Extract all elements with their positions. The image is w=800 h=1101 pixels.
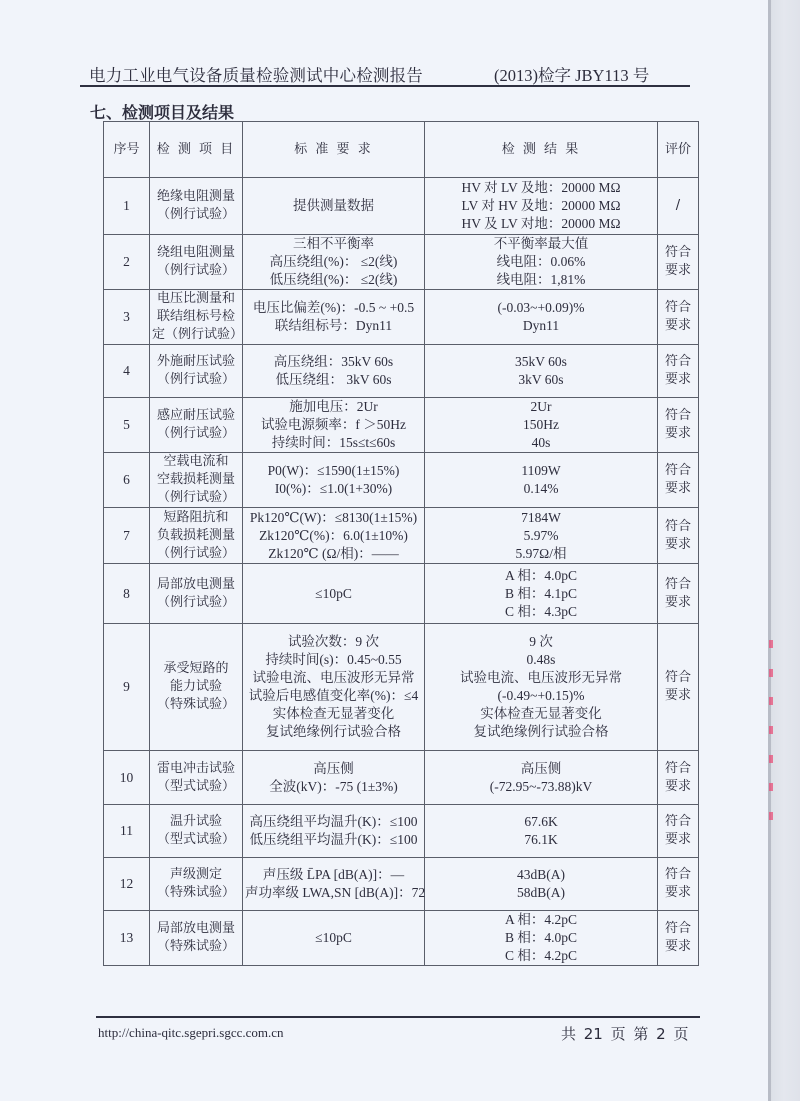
evaluation-line: 符合 bbox=[664, 300, 691, 315]
standard-requirement-line: 实体检查无显著变化 bbox=[272, 706, 395, 721]
evaluation bbox=[658, 508, 699, 564]
test-item-line: （例行试验） bbox=[156, 263, 235, 278]
table-row bbox=[104, 290, 699, 345]
standard-requirement-line: 持续时间：15s≤t≤60s bbox=[271, 435, 396, 450]
test-result-line: 150Hz bbox=[523, 417, 559, 432]
standard-requirement-line: P0(W)：≤1590(1±15%) bbox=[267, 463, 400, 478]
test-item bbox=[150, 624, 243, 751]
evaluation-line: 符合 bbox=[664, 921, 691, 936]
evaluation bbox=[658, 178, 699, 235]
evaluation-line: 要求 bbox=[664, 939, 691, 954]
standard-requirement-line: 试验后电感值变化率(%)：≤4 bbox=[248, 688, 419, 703]
test-result bbox=[425, 911, 658, 966]
row-number: 2 bbox=[104, 235, 150, 290]
standard-requirement-line: ≤10pC bbox=[315, 930, 352, 945]
evaluation-line: 要求 bbox=[664, 594, 691, 610]
row-number: 13 bbox=[104, 911, 150, 966]
test-result bbox=[425, 398, 658, 453]
evaluation bbox=[658, 453, 699, 508]
header-organization: 电力工业电气设备质量检验测试中心检测报告 bbox=[89, 66, 423, 85]
test-result-line: (-0.03~+0.09)% bbox=[497, 300, 585, 315]
test-result-line: 7184W bbox=[521, 509, 561, 525]
standard-requirement-line: 复试绝缘例行试验合格 bbox=[266, 724, 401, 739]
standard-requirement bbox=[243, 564, 425, 624]
test-item-line: 短路阻抗和 bbox=[163, 509, 229, 525]
table-row bbox=[104, 858, 699, 911]
row-number: 3 bbox=[104, 290, 150, 345]
test-result-line: 76.1K bbox=[524, 832, 558, 847]
test-item-line: 电压比测量和 bbox=[156, 291, 235, 306]
test-item-line: （例行试验） bbox=[156, 426, 235, 441]
test-item bbox=[150, 751, 243, 805]
standard-requirement-line: 三相不平衡率 bbox=[293, 236, 374, 251]
test-result-line: A 相：4.2pC bbox=[504, 912, 577, 927]
table-row bbox=[104, 345, 699, 398]
evaluation bbox=[658, 398, 699, 453]
evaluation bbox=[658, 624, 699, 751]
test-item-line: （例行试验） bbox=[156, 594, 235, 610]
evaluation bbox=[658, 858, 699, 911]
table-row bbox=[104, 508, 699, 564]
table-row bbox=[104, 564, 699, 624]
test-result-line: 1109W bbox=[521, 463, 561, 478]
test-item-line: 绝缘电阻测量 bbox=[156, 189, 235, 204]
test-result-line: 40s bbox=[531, 435, 551, 450]
evaluation-line: 符合 bbox=[664, 576, 691, 592]
test-result-line: HV 对 LV 及地：20000 MΩ bbox=[461, 180, 621, 195]
evaluation bbox=[658, 805, 699, 858]
evaluation-line: 符合 bbox=[664, 354, 691, 369]
table-row bbox=[104, 805, 699, 858]
test-item-line: 负载损耗测量 bbox=[156, 527, 235, 543]
row-number: 4 bbox=[104, 345, 150, 398]
seal-stamp-edge bbox=[769, 640, 775, 820]
footer-page-info: 共 21 页 第 2 页 bbox=[561, 1025, 689, 1043]
row-number: 7 bbox=[104, 508, 150, 564]
test-result-line: B 相：4.0pC bbox=[504, 930, 577, 945]
standard-requirement-line: 低压绕组平均温升(K)：≤100 bbox=[249, 832, 418, 847]
test-item bbox=[150, 453, 243, 508]
evaluation bbox=[658, 290, 699, 345]
test-result-line: 5.97Ω/相 bbox=[515, 545, 567, 561]
table-header-row bbox=[104, 122, 699, 178]
evaluation-line: 要求 bbox=[664, 688, 691, 703]
test-result-line: 线电阻：1,81% bbox=[496, 272, 586, 287]
test-item bbox=[150, 858, 243, 911]
test-item-line: （型式试验） bbox=[156, 778, 235, 794]
table-row bbox=[104, 453, 699, 508]
test-result bbox=[425, 858, 658, 911]
table-row bbox=[104, 911, 699, 966]
test-result-line: 3kV 60s bbox=[518, 372, 564, 387]
test-result bbox=[425, 453, 658, 508]
evaluation-line: 符合 bbox=[664, 670, 691, 685]
standard-requirement-line: 试验电源频率：f ＞50Hz bbox=[260, 417, 407, 432]
test-result-line: Dyn11 bbox=[522, 318, 560, 333]
test-item-line: 外施耐压试验 bbox=[156, 354, 235, 369]
table-row bbox=[104, 235, 699, 290]
test-item-line: 局部放电测量 bbox=[156, 576, 235, 592]
standard-requirement bbox=[243, 858, 425, 911]
evaluation bbox=[658, 564, 699, 624]
standard-requirement-line: 声压级 L̄PA [dB(A)]：— bbox=[262, 867, 405, 882]
test-item-line: （特殊试验） bbox=[156, 885, 235, 900]
test-item-line: 雷电冲击试验 bbox=[156, 760, 235, 776]
standard-requirement-line: 施加电压：2Ur bbox=[289, 399, 378, 414]
test-result-line: LV 对 HV 及地：20000 MΩ bbox=[461, 198, 621, 213]
test-result-line: 35kV 60s bbox=[515, 354, 567, 369]
test-result-line: HV 及 LV 对地：20000 MΩ bbox=[461, 216, 621, 231]
evaluation-line: 符合 bbox=[664, 245, 691, 260]
standard-requirement bbox=[243, 345, 425, 398]
standard-requirement-line: I0(%)：≤1.0(1+30%) bbox=[274, 481, 393, 496]
evaluation-line: 符合 bbox=[664, 814, 691, 829]
test-result-line: 试验电流、电压波形无异常 bbox=[460, 670, 622, 685]
standard-requirement bbox=[243, 624, 425, 751]
standard-requirement bbox=[243, 290, 425, 345]
standard-requirement-line: 低压绕组： 3kV 60s bbox=[275, 372, 392, 387]
test-item-line: 能力试验 bbox=[169, 679, 222, 694]
column-header-evaluation: 评价 bbox=[658, 122, 699, 178]
test-result-line: 高压侧 bbox=[520, 760, 562, 776]
test-item bbox=[150, 508, 243, 564]
standard-requirement bbox=[243, 805, 425, 858]
standard-requirement-line: 高压绕组平均温升(K)：≤100 bbox=[249, 814, 418, 829]
test-item bbox=[150, 805, 243, 858]
row-number: 9 bbox=[104, 624, 150, 751]
standard-requirement bbox=[243, 178, 425, 235]
standard-requirement-line: 高压绕组：35kV 60s bbox=[273, 354, 394, 369]
standard-requirement-line: 高压侧 bbox=[313, 760, 354, 776]
row-number: 5 bbox=[104, 398, 150, 453]
test-item bbox=[150, 398, 243, 453]
column-header-requirement: 标 准 要 求 bbox=[243, 122, 425, 178]
evaluation-line: 要求 bbox=[664, 778, 691, 794]
evaluation-line: 要求 bbox=[664, 372, 691, 387]
evaluation bbox=[658, 911, 699, 966]
test-item-line: 感应耐压试验 bbox=[156, 408, 235, 423]
evaluation-line: 要求 bbox=[664, 318, 691, 333]
evaluation-line: 要求 bbox=[664, 536, 691, 552]
evaluation-line: 符合 bbox=[664, 463, 691, 478]
standard-requirement-line: 持续时间(s)：0.45~0.55 bbox=[265, 652, 402, 667]
test-result bbox=[425, 805, 658, 858]
test-item-line: 声级测定 bbox=[169, 867, 222, 882]
header-divider bbox=[80, 85, 690, 87]
test-result-line: 67.6K bbox=[524, 814, 558, 829]
test-item-line: 温升试验 bbox=[169, 814, 222, 829]
test-result-line: 实体检查无显著变化 bbox=[480, 706, 602, 721]
standard-requirement bbox=[243, 911, 425, 966]
test-item bbox=[150, 911, 243, 966]
page-binding-edge bbox=[768, 0, 800, 1101]
standard-requirement bbox=[243, 398, 425, 453]
section-title: 七、检测项目及结果 bbox=[90, 103, 235, 122]
standard-requirement bbox=[243, 235, 425, 290]
evaluation-line: 要求 bbox=[664, 832, 691, 847]
row-number: 11 bbox=[104, 805, 150, 858]
standard-requirement-line: 试验次数：9 次 bbox=[287, 634, 380, 649]
test-result-line: (-0.49~+0.15)% bbox=[497, 688, 585, 703]
test-result bbox=[425, 345, 658, 398]
test-item bbox=[150, 235, 243, 290]
evaluation-line: 要求 bbox=[664, 481, 691, 496]
results-table bbox=[103, 121, 699, 966]
test-item-line: （型式试验） bbox=[156, 832, 235, 847]
evaluation-line: 要求 bbox=[664, 263, 691, 278]
row-number: 6 bbox=[104, 453, 150, 508]
test-result-line: 不平衡率最大值 bbox=[493, 236, 589, 251]
footer-divider bbox=[96, 1016, 700, 1018]
standard-requirement-line: 全波(kV)：-75 (1±3%) bbox=[269, 778, 398, 794]
test-result-line: (-72.95~-73.88)kV bbox=[489, 778, 593, 794]
test-item bbox=[150, 564, 243, 624]
evaluation-line: 符合 bbox=[664, 518, 691, 534]
column-header-item: 检 测 项 目 bbox=[150, 122, 243, 178]
test-item-line: 空载电流和 bbox=[163, 454, 229, 469]
test-item-line: 局部放电测量 bbox=[156, 921, 235, 936]
standard-requirement-line: 声功率级 LWA,SN [dB(A)]：72 bbox=[245, 885, 426, 900]
test-result-line: 线电阻：0.06% bbox=[496, 254, 586, 269]
test-item bbox=[150, 290, 243, 345]
evaluation-line: 符合 bbox=[664, 760, 691, 776]
standard-requirement-line: 电压比偏差(%)：-0.5 ~ +0.5 bbox=[252, 300, 415, 315]
standard-requirement-line: Zk120℃ (Ω/相)：—— bbox=[268, 545, 399, 561]
test-result-line: 复试绝缘例行试验合格 bbox=[473, 724, 609, 739]
test-item-line: （例行试验） bbox=[156, 372, 235, 387]
evaluation bbox=[658, 235, 699, 290]
evaluation-line: / bbox=[675, 198, 681, 213]
test-result-line: 9 次 bbox=[529, 634, 553, 649]
footer-url[interactable]: http://china-qitc.sgepri.sgcc.com.cn bbox=[98, 1025, 284, 1040]
table-row bbox=[104, 178, 699, 235]
test-item-line: （特殊试验） bbox=[156, 939, 235, 954]
standard-requirement bbox=[243, 453, 425, 508]
test-result bbox=[425, 508, 658, 564]
test-result-line: 0.14% bbox=[523, 481, 559, 496]
header-report-number: (2013)检字 JBY113 号 bbox=[494, 66, 650, 85]
row-number: 10 bbox=[104, 751, 150, 805]
test-item-line: （例行试验） bbox=[156, 207, 235, 222]
test-result-line: C 相：4.2pC bbox=[504, 948, 577, 963]
test-item-line: 联结组标号检 bbox=[156, 309, 235, 324]
column-header-result: 检 测 结 果 bbox=[425, 122, 658, 178]
test-item-line: （例行试验） bbox=[156, 545, 235, 561]
standard-requirement-line: 试验电流、电压波形无异常 bbox=[252, 670, 415, 685]
row-number: 8 bbox=[104, 564, 150, 624]
test-result-line: 5.97% bbox=[523, 527, 559, 543]
standard-requirement-line: Zk120℃(%)：6.0(1±10%) bbox=[259, 527, 408, 543]
evaluation-line: 符合 bbox=[664, 408, 691, 423]
table-row bbox=[104, 624, 699, 751]
test-result-line: 58dB(A) bbox=[517, 885, 565, 900]
standard-requirement-line: 低压绕组(%)： ≤2(线) bbox=[269, 272, 398, 287]
test-item-line: 空载损耗测量 bbox=[156, 472, 235, 487]
test-result bbox=[425, 235, 658, 290]
standard-requirement bbox=[243, 508, 425, 564]
test-result-line: B 相：4.1pC bbox=[504, 585, 577, 601]
column-header-no: 序号 bbox=[104, 122, 150, 178]
test-item-line: （特殊试验） bbox=[156, 697, 235, 712]
test-item-line: 承受短路的 bbox=[163, 661, 229, 676]
evaluation-line: 符合 bbox=[664, 867, 691, 882]
standard-requirement-line: ≤10pC bbox=[315, 585, 352, 601]
test-item-line: 定（例行试验） bbox=[152, 327, 244, 342]
test-result bbox=[425, 178, 658, 235]
test-result bbox=[425, 624, 658, 751]
evaluation-line: 要求 bbox=[664, 885, 691, 900]
evaluation bbox=[658, 345, 699, 398]
test-result bbox=[425, 751, 658, 805]
test-result-line: 2Ur bbox=[530, 399, 552, 414]
standard-requirement-line: 高压绕组(%)： ≤2(线) bbox=[269, 254, 398, 269]
test-item-line: 绕组电阻测量 bbox=[156, 245, 235, 260]
table-row bbox=[104, 751, 699, 805]
row-number: 1 bbox=[104, 178, 150, 235]
standard-requirement-line: 提供测量数据 bbox=[293, 198, 374, 213]
test-result-line: C 相：4.3pC bbox=[504, 603, 577, 619]
table-row bbox=[104, 398, 699, 453]
test-result bbox=[425, 290, 658, 345]
test-result-line: 0.48s bbox=[526, 652, 556, 667]
binding-shadow bbox=[768, 0, 771, 1101]
standard-requirement-line: Pk120℃(W)：≤8130(1±15%) bbox=[249, 509, 418, 525]
test-item-line: （例行试验） bbox=[156, 490, 235, 505]
test-result-line: A 相：4.0pC bbox=[504, 567, 577, 583]
standard-requirement bbox=[243, 751, 425, 805]
test-item bbox=[150, 178, 243, 235]
standard-requirement-line: 联结组标号：Dyn11 bbox=[274, 318, 393, 333]
test-result bbox=[425, 564, 658, 624]
row-number: 12 bbox=[104, 858, 150, 911]
evaluation-line: 要求 bbox=[664, 426, 691, 441]
test-item bbox=[150, 345, 243, 398]
test-result-line: 43dB(A) bbox=[517, 867, 565, 882]
evaluation bbox=[658, 751, 699, 805]
